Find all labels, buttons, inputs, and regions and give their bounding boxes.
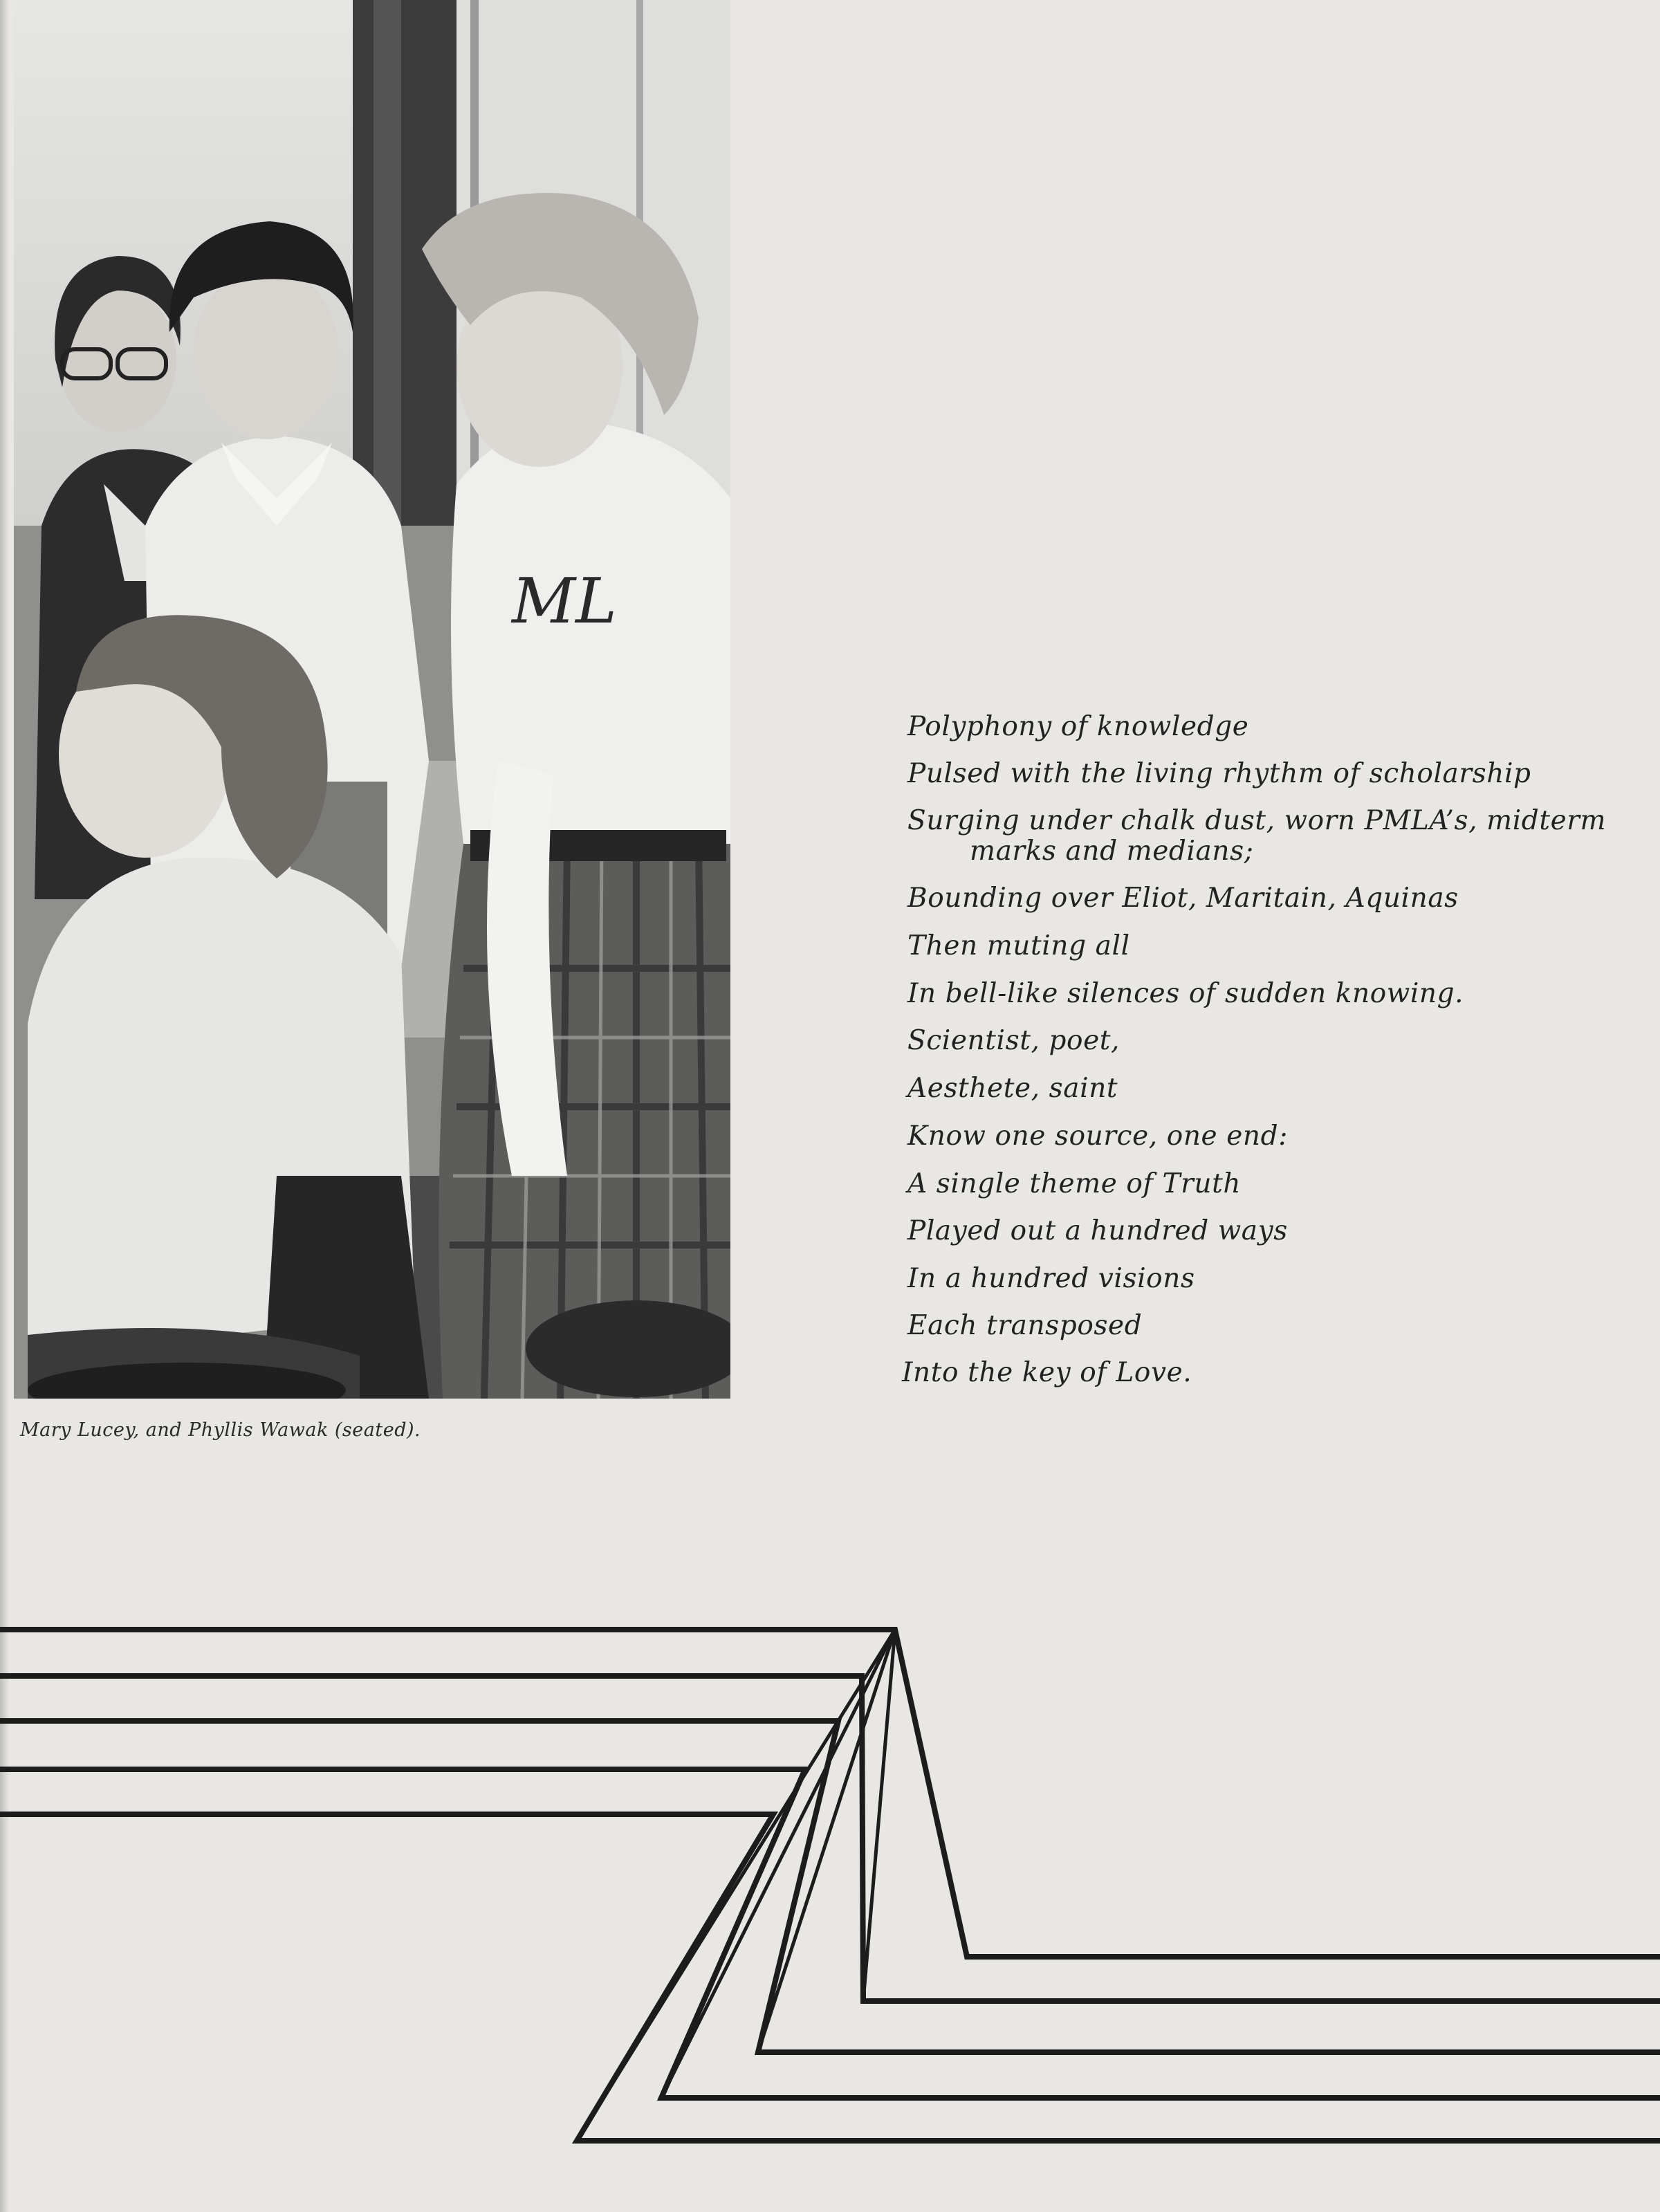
poem-line: In a hundred visions [907, 1263, 1195, 1294]
photo-caption: Mary Lucey, and Phyllis Wawak (seated). [20, 1419, 421, 1441]
poem-line: Aesthete, saint [907, 1073, 1118, 1104]
poem-line: Bounding over Eliot, Maritain, Aquinas [907, 883, 1459, 914]
poem-line: In bell-like silences of sudden knowing. [907, 978, 1464, 1009]
staff-line [0, 1769, 1660, 2098]
poem-line: Pulsed with the living rhythm of scholarship [907, 758, 1531, 789]
staff-line [0, 1676, 1660, 2001]
staff-line [0, 1814, 1660, 2141]
poem-line: Each transposed [907, 1310, 1143, 1341]
blouse-monogram: ML [512, 565, 617, 638]
poem-line: Into the key of Love. [902, 1357, 1192, 1388]
poem-line: Then muting all [907, 930, 1130, 961]
poem-line: marks and medians; [970, 836, 1254, 867]
poem-line: Polyphony of knowledge [907, 711, 1249, 742]
poem-line: Scientist, poet, [907, 1025, 1120, 1056]
poem-line: A single theme of Truth [907, 1168, 1242, 1199]
poem-line: Surging under chalk dust, worn PMLA’s, midterm [907, 805, 1607, 836]
poem-line: Know one source, one end: [907, 1121, 1288, 1152]
poem-line: Played out a hundred ways [907, 1215, 1288, 1246]
